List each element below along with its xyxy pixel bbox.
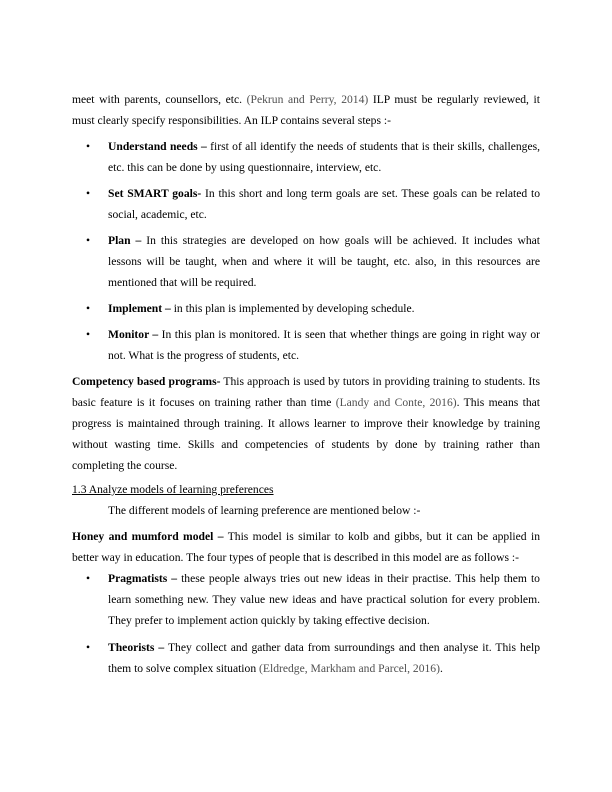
type-term: Theorists – — [108, 641, 165, 654]
step-text: first of all identify the needs of students that is their skills, challenges, etc. this can be done by using questionnaire, interview, etc. — [108, 140, 540, 174]
bullet-icon: • — [86, 328, 91, 341]
list-item — [72, 183, 540, 225]
type-text: They collect and gather data from surroundings and then analyse it. This help them to solve complex situation — [108, 641, 540, 675]
citation: (Pekrun and Perry, 2014) — [246, 93, 369, 106]
page-content — [72, 89, 540, 679]
honey-mumford-paragraph — [72, 526, 540, 568]
section-heading: 1.3 Analyze models of learning preferences — [72, 483, 274, 496]
citation: (Landy and Conte, 2016) — [335, 396, 457, 409]
bullet-icon: • — [86, 302, 91, 315]
intro-text: meet with parents, counsellors, etc. — [72, 93, 247, 106]
list-item — [72, 136, 540, 178]
step-text: In this short and long term goals are set. These goals can be related to social, academic, etc. — [108, 187, 540, 221]
competency-text-end: . This means that progress is maintained through training. It allows learner to improve their knowledge by training without wasting time. Skills and competencies of students by done by training rather than completing the course. — [72, 396, 540, 472]
bullet-icon: • — [86, 234, 91, 247]
bullet-icon: • — [86, 572, 91, 585]
step-text: In this strategies are developed on how goals will be achieved. It includes what lessons will be taught, when and where it will be taught, etc. also, in this resources are mentioned that will be required. — [108, 234, 540, 289]
step-text: In this plan is monitored. It is seen that whether things are going in right way or not. What is the progress of students, etc. — [108, 328, 540, 362]
citation: (Eldredge, Markham and Parcel, 2016) — [259, 662, 440, 675]
step-term: Understand needs – — [108, 140, 207, 153]
list-item — [72, 568, 540, 631]
type-text-end: . — [439, 662, 443, 675]
list-item — [72, 298, 540, 319]
intro-text-end: ILP must be regularly reviewed, it must clearly specify responsibilities. An ILP contains several steps :- — [72, 93, 541, 127]
list-item — [72, 637, 540, 679]
ilp-steps-list — [72, 136, 540, 366]
step-term: Plan – — [108, 234, 142, 247]
intro-paragraph — [72, 89, 540, 131]
step-text: in this plan is implemented by developing schedule. — [170, 302, 415, 315]
step-term: Implement – — [108, 302, 171, 315]
competency-text: This approach is used by tutors in providing training to students. Its basic feature is it focuses on training rather than time — [72, 375, 540, 409]
competency-paragraph — [72, 371, 540, 476]
honey-term: Honey and mumford model – — [72, 530, 224, 543]
honey-text: This model is similar to kolb and gibbs, but it can be applied in better way in education. The four types of people that is described in this model are as follows :- — [72, 530, 540, 564]
bullet-icon: • — [86, 140, 91, 153]
bullet-icon: • — [86, 187, 91, 200]
step-term: Monitor – — [108, 328, 159, 341]
learner-types-list — [72, 568, 540, 679]
competency-term: Competency based programs- — [72, 375, 221, 388]
list-item — [72, 324, 540, 366]
step-term: Set SMART goals- — [108, 187, 202, 200]
type-text: these people always tries out new ideas in their practise. This help them to learn something new. They value new ideas and have practical solution for every problem. They prefer to implement action quickly by taking effective decision. — [108, 572, 540, 627]
bullet-icon: • — [86, 641, 91, 654]
section-intro: The different models of learning preference are mentioned below :- — [108, 504, 421, 517]
type-term: Pragmatists – — [108, 572, 178, 585]
list-item — [72, 230, 540, 293]
